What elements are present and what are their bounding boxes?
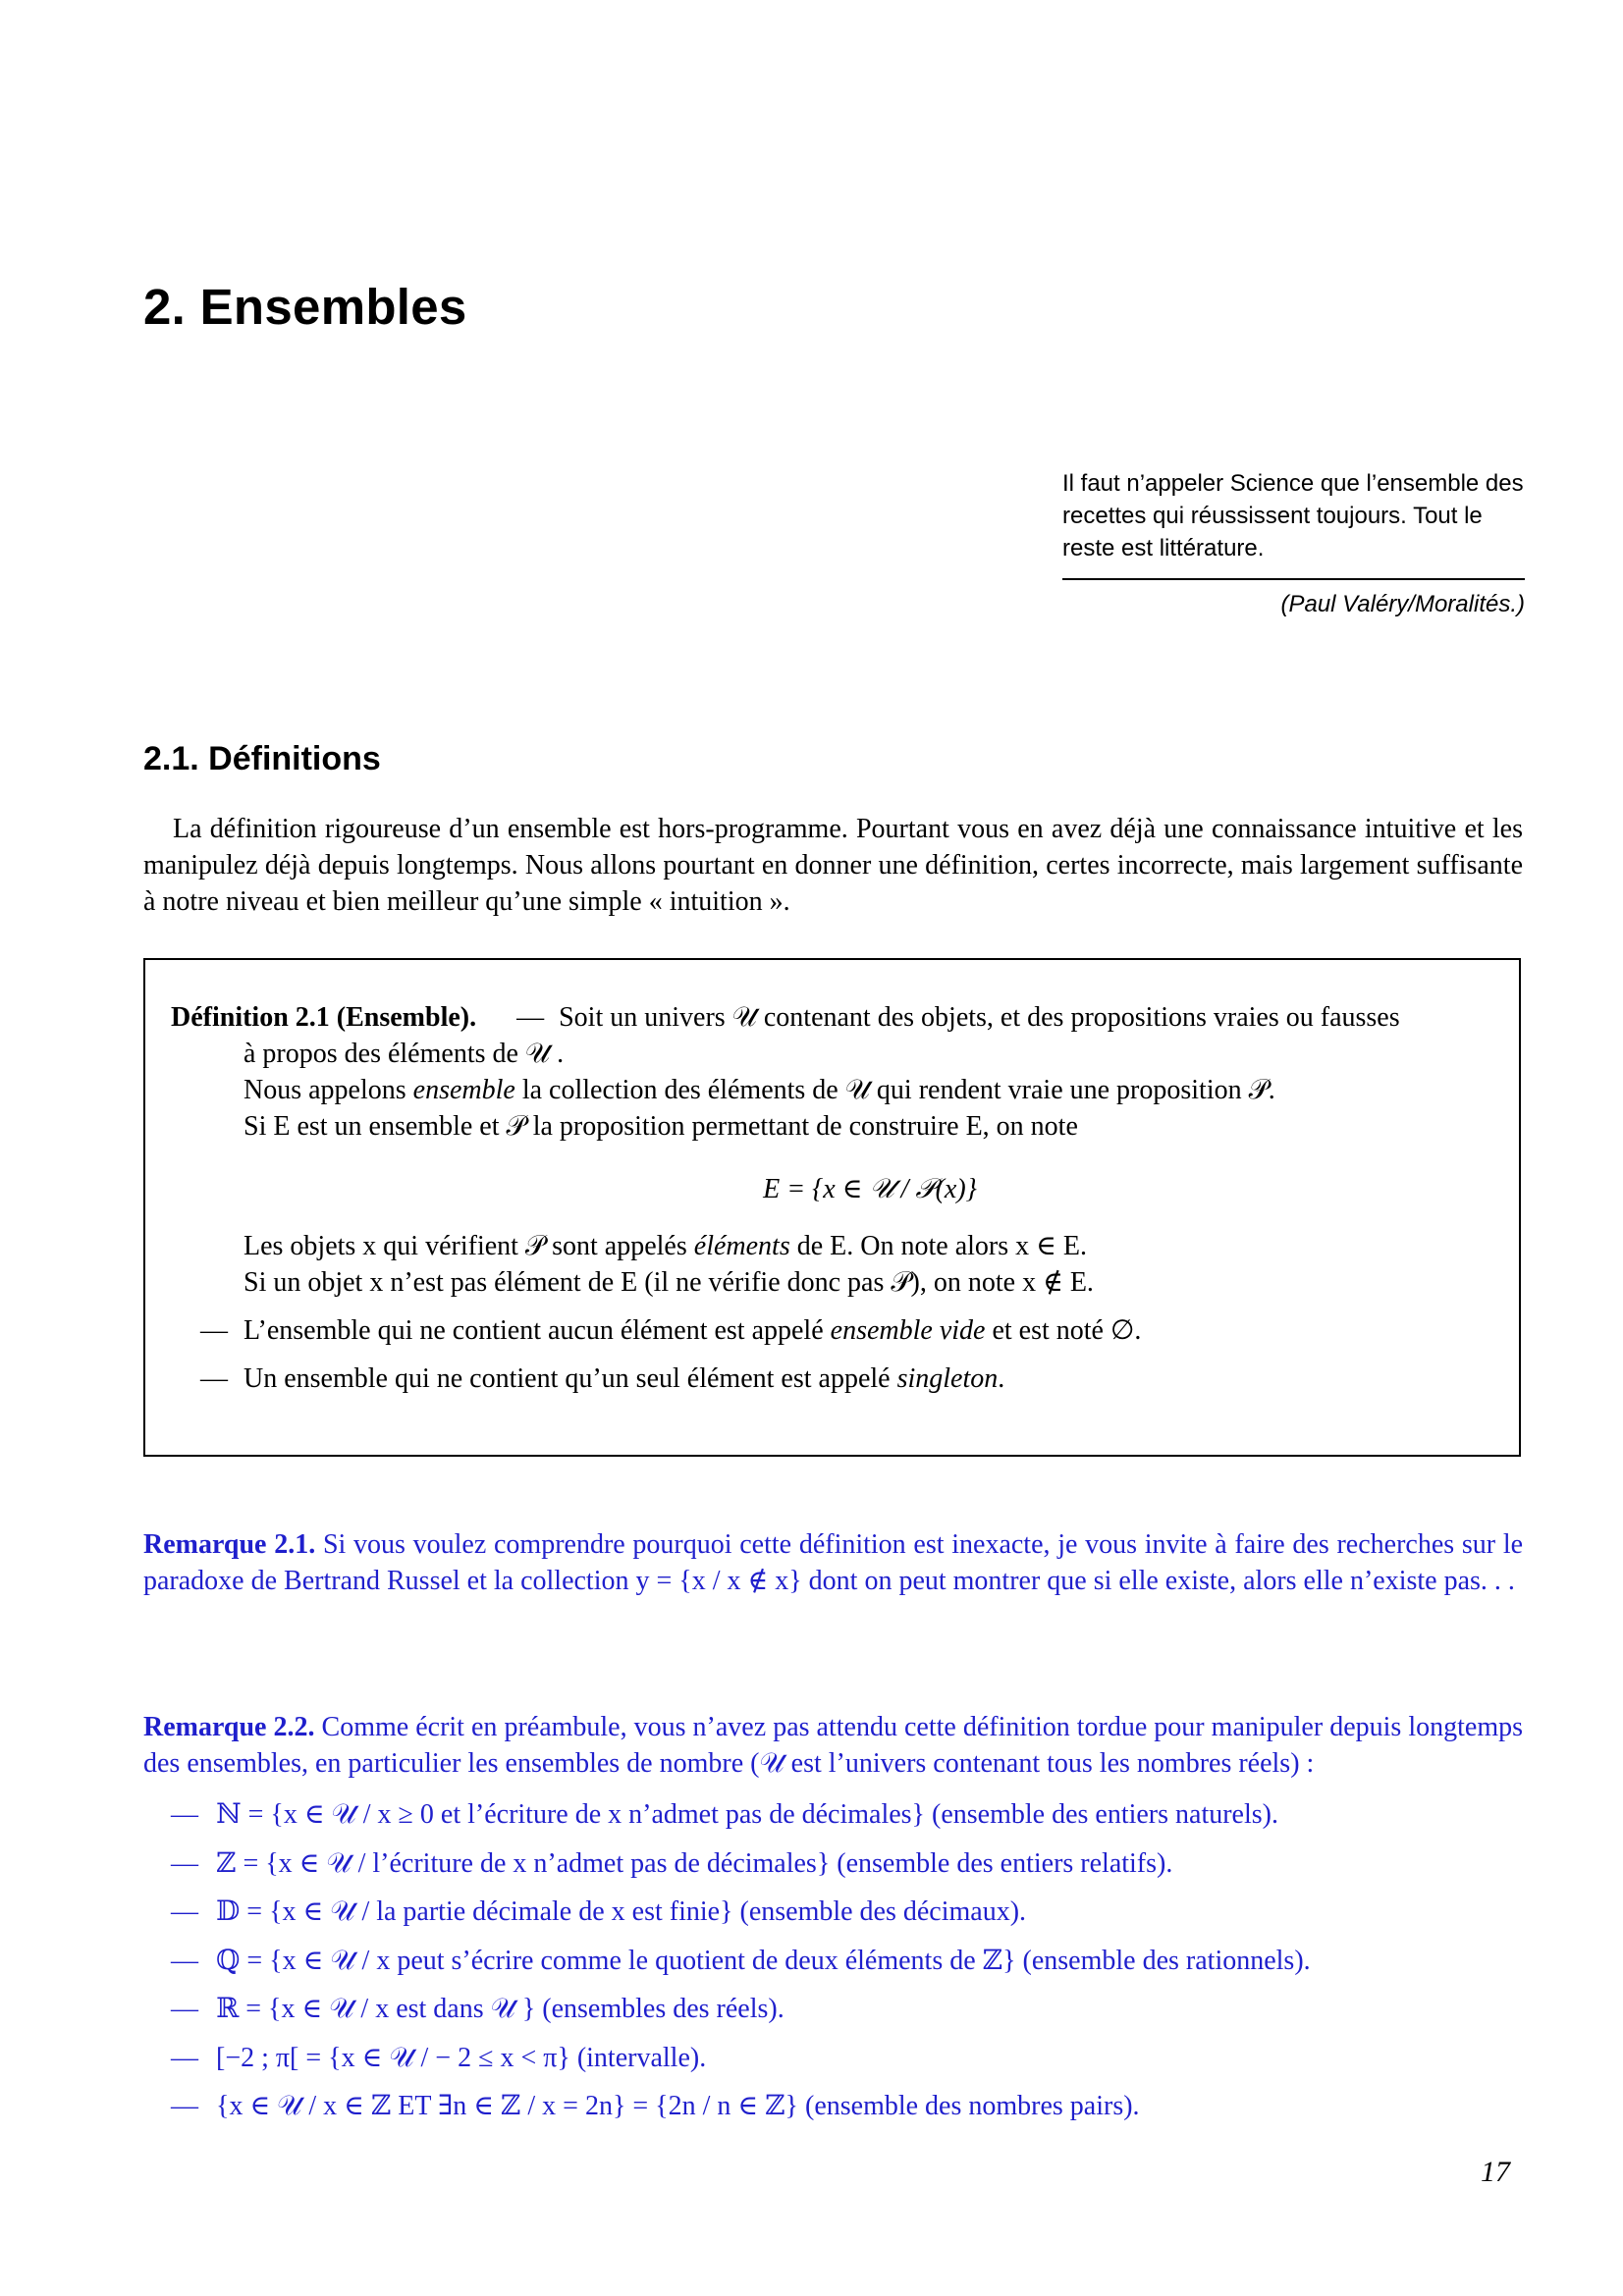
list-item-text: 𝔻 = {x ∈ 𝒰 / la partie décimale de x est finie} (ensemble des décimaux). <box>216 1896 1027 1927</box>
chapter-title: 2. Ensembles <box>143 279 467 335</box>
epigraph-text: Il faut n’appeler Science que l’ensemble des recettes qui réussissent toujours. Tout le reste est littérature. <box>1062 470 1524 561</box>
dash: — <box>200 1363 228 1394</box>
dash: — <box>200 1315 228 1346</box>
definition-item2 <box>171 1312 1496 1349</box>
remark-2-2 <box>143 1709 1523 1782</box>
definition-item2-em: ensemble vide <box>830 1315 986 1346</box>
definition-line6: Si un objet x n’est pas élément de E (il ne vérifie donc pas 𝒫), on note x ∉ E. <box>243 1267 1094 1298</box>
dash: — <box>171 2091 198 2121</box>
dash: — <box>171 1994 198 2024</box>
dash: — <box>171 2042 198 2073</box>
number-sets-list <box>171 1796 1526 2137</box>
list-item-text: ℝ = {x ∈ 𝒰 / x est dans 𝒰 } (ensembles des réels). <box>216 1994 784 2024</box>
list-item <box>171 2088 1526 2137</box>
list-item <box>171 2040 1526 2089</box>
definition-item1-line1: Soit un univers 𝒰 contenant des objets, et des propositions vraies ou fausses <box>559 1002 1400 1033</box>
definition-first-line <box>171 999 1496 1036</box>
definition-heading: Définition 2.1 (Ensemble). <box>171 1002 477 1033</box>
definition-box <box>143 958 1521 1457</box>
remark-2-2-text: Comme écrit en préambule, vous n’avez pas attendu cette définition tordue pour manipuler depuis longtemps des ensembles, en particulier les ensembles de nombre (𝒰 est l’univers contenant tous les nombres réels) : <box>143 1712 1523 1779</box>
dash: — <box>171 1847 198 1879</box>
remark-2-1 <box>143 1526 1523 1599</box>
definition-dash: — <box>516 1002 545 1033</box>
dash: — <box>171 1799 198 1830</box>
epigraph-rule <box>1062 578 1525 580</box>
definition-item2-pre: L’ensemble qui ne contient aucun élément est appelé <box>243 1315 831 1346</box>
definition-item3 <box>171 1361 1496 1397</box>
page-number: 17 <box>1481 2156 1510 2188</box>
remark-2-1-label: Remarque 2.1. <box>143 1529 316 1560</box>
epigraph <box>1062 467 1525 620</box>
definition-line5 <box>171 1228 1496 1264</box>
section-title: 2.1. Définitions <box>143 740 381 777</box>
definition-line3 <box>171 1072 1496 1108</box>
remark-2-1-text: Si vous voulez comprendre pourquoi cette définition est inexacte, je vous invite à faire des recherches sur le paradoxe de Bertrand Russel et la collection y = {x / x ∉ x} dont on peut montrer que si elle existe, alors elle n’existe pas. . . <box>143 1529 1524 1596</box>
list-item-text: {x ∈ 𝒰 / x ∈ ℤ ET ∃n ∈ ℤ / x = 2n} = {2n / n ∈ ℤ} (ensemble des nombres pairs). <box>216 2091 1140 2121</box>
definition-line5-post: de E. On note alors x ∈ E. <box>789 1231 1087 1261</box>
list-item-text: ℤ = {x ∈ 𝒰 / l’écriture de x n’admet pas de décimales} (ensemble des entiers relatifs). <box>216 1847 1173 1879</box>
definition-item2-post: et est noté ∅. <box>985 1315 1142 1346</box>
dash: — <box>171 1945 198 1976</box>
list-item-text: [−2 ; π[ = {x ∈ 𝒰 / − 2 ≤ x < π} (intervalle). <box>216 2042 707 2073</box>
list-item <box>171 1796 1526 1845</box>
definition-item3-pre: Un ensemble qui ne contient qu’un seul élément est appelé <box>243 1363 897 1394</box>
definition-line4: Si E est un ensemble et 𝒫 la proposition permettant de construire E, on note <box>243 1111 1078 1142</box>
list-item <box>171 1894 1526 1943</box>
definition-line3-em: ensemble <box>412 1075 515 1105</box>
epigraph-source: (Paul Valéry/Moralités.) <box>1280 591 1525 617</box>
definition-line3-pre: Nous appelons <box>243 1075 413 1105</box>
list-item-text: ℚ = {x ∈ 𝒰 / x peut s’écrire comme le quotient de deux éléments de ℤ} (ensemble des rationnels). <box>216 1945 1311 1976</box>
definition-line5-em: éléments <box>693 1231 790 1261</box>
definition-line3-post: la collection des éléments de 𝒰 qui rendent vraie une proposition 𝒫. <box>514 1075 1275 1105</box>
intro-paragraph: La définition rigoureuse d’un ensemble est hors-programme. Pourtant vous en avez déjà une connaissance intuitive et les manipulez déjà depuis longtemps. Nous allons pourtant en donner une définition, certes incorrecte, mais largement suffisante à notre niveau et bien meilleur qu’une simple « intuition ». <box>143 814 1523 917</box>
definition-item3-em: singleton <box>896 1363 999 1394</box>
definition-item3-post: . <box>998 1363 1005 1394</box>
dash: — <box>171 1896 198 1927</box>
list-item <box>171 1943 1526 1992</box>
definition-formula: E = {x ∈ 𝒰 / 𝒫(x)} <box>763 1174 977 1204</box>
list-item-text: ℕ = {x ∈ 𝒰 / x ≥ 0 et l’écriture de x n’admet pas de décimales} (ensemble des entiers naturels). <box>216 1799 1278 1830</box>
remark-2-2-label: Remarque 2.2. <box>143 1712 315 1742</box>
list-item <box>171 1991 1526 2040</box>
definition-item1-line2: à propos des éléments de 𝒰 . <box>243 1039 565 1069</box>
list-item <box>171 1845 1526 1895</box>
definition-line5-pre: Les objets x qui vérifient 𝒫 sont appelés <box>243 1231 694 1261</box>
